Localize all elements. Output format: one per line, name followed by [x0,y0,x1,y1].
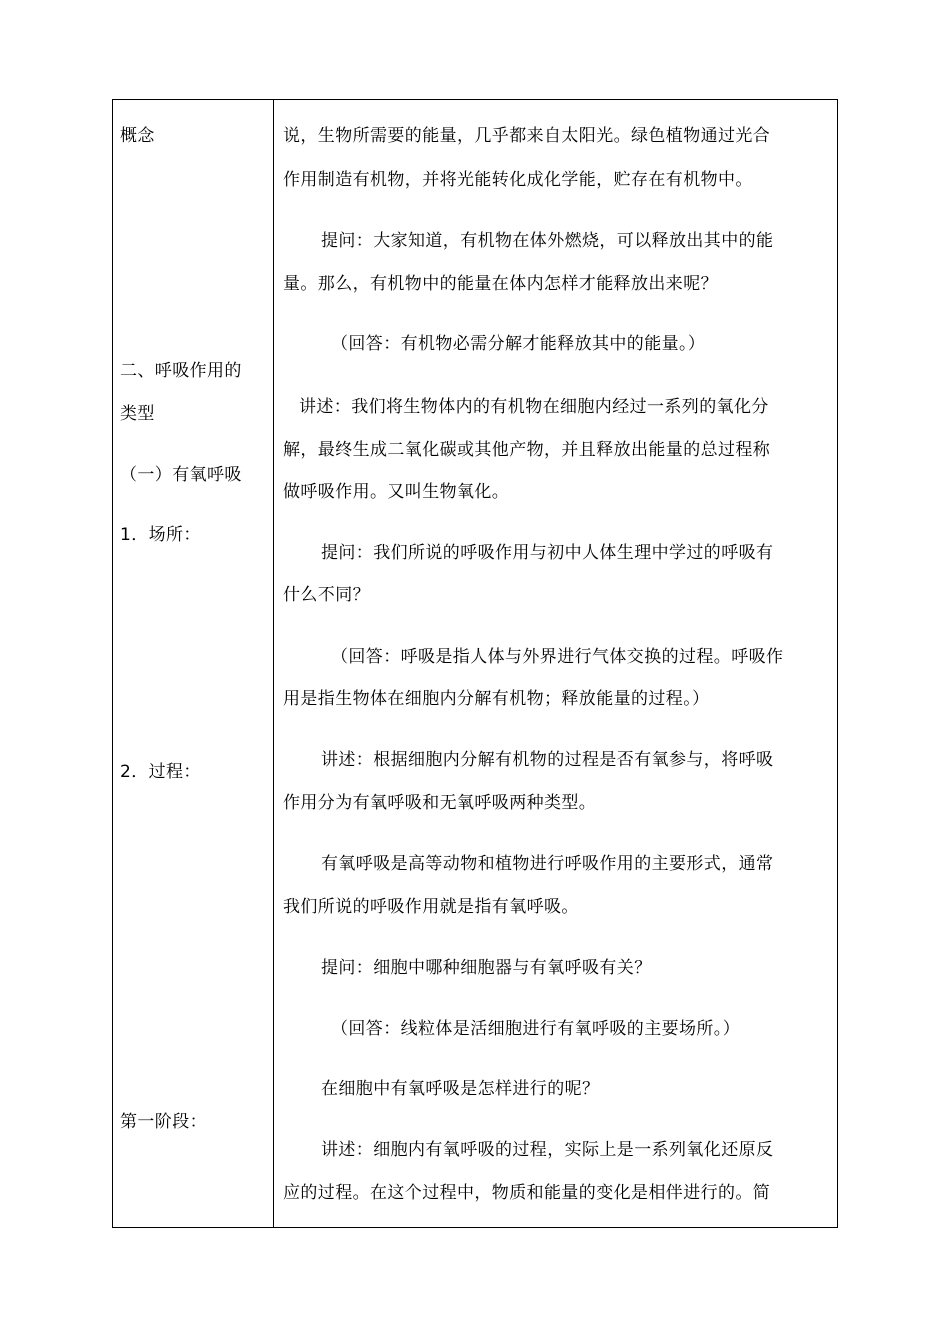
subheading-aerobic: （一）有氧呼吸 [120,465,242,485]
paragraph-line: 作用分为有氧呼吸和无氧呼吸两种类型。 [283,793,597,813]
paragraph-line: 作用制造有机物，并将光能转化成化学能，贮存在有机物中。 [283,170,753,190]
item-location: 1．场所： [120,525,201,545]
paragraph-line: 提问：细胞中哪种细胞器与有氧呼吸有关？ [321,958,652,978]
label-concept: 概念 [120,126,155,146]
paragraph-line: 提问：大家知道，有机物在体外燃烧，可以释放出其中的能 [321,231,774,251]
paragraph-line: 讲述：我们将生物体内的有机物在细胞内经过一系列的氧化分 [299,397,769,417]
heading-section-2-line2: 类型 [120,404,155,424]
item-stage-one: 第一阶段： [120,1112,207,1132]
paragraph-line: 在细胞中有氧呼吸是怎样进行的呢？ [321,1079,600,1099]
paragraph-line: 做呼吸作用。又叫生物氧化。 [283,482,510,502]
paragraph-line: 应的过程。在这个过程中，物质和能量的变化是相伴进行的。简 [283,1183,771,1203]
item-process: 2．过程： [120,762,201,782]
paragraph-line: 提问：我们所说的呼吸作用与初中人体生理中学过的呼吸有 [321,543,774,563]
paragraph-line: （回答：线粒体是活细胞进行有氧呼吸的主要场所。） [331,1019,741,1039]
paragraph-line: （回答：呼吸是指人体与外界进行气体交换的过程。呼吸作 [331,647,784,667]
paragraph-line: 量。那么，有机物中的能量在体内怎样才能释放出来呢？ [283,274,718,294]
paragraph-line: 解，最终生成二氧化碳或其他产物，并且释放出能量的总过程称 [283,440,771,460]
heading-section-2-line1: 二、呼吸作用的 [120,361,242,381]
paragraph-line: （回答：有机物必需分解才能释放其中的能量。） [331,334,706,354]
paragraph-line: 什么不同？ [283,585,370,605]
paragraph-line: 我们所说的呼吸作用就是指有氧呼吸。 [283,897,579,917]
paragraph-line: 用是指生物体在细胞内分解有机物；释放能量的过程。） [283,689,710,709]
paragraph-line: 讲述：根据细胞内分解有机物的过程是否有氧参与，将呼吸 [321,750,774,770]
paragraph-line: 讲述：细胞内有氧呼吸的过程，实际上是一系列氧化还原反 [321,1140,774,1160]
paragraph-line: 有氧呼吸是高等动物和植物进行呼吸作用的主要形式，通常 [321,854,774,874]
paragraph-line: 说，生物所需要的能量，几乎都来自太阳光。绿色植物通过光合 [283,126,771,146]
column-divider [273,100,274,1227]
